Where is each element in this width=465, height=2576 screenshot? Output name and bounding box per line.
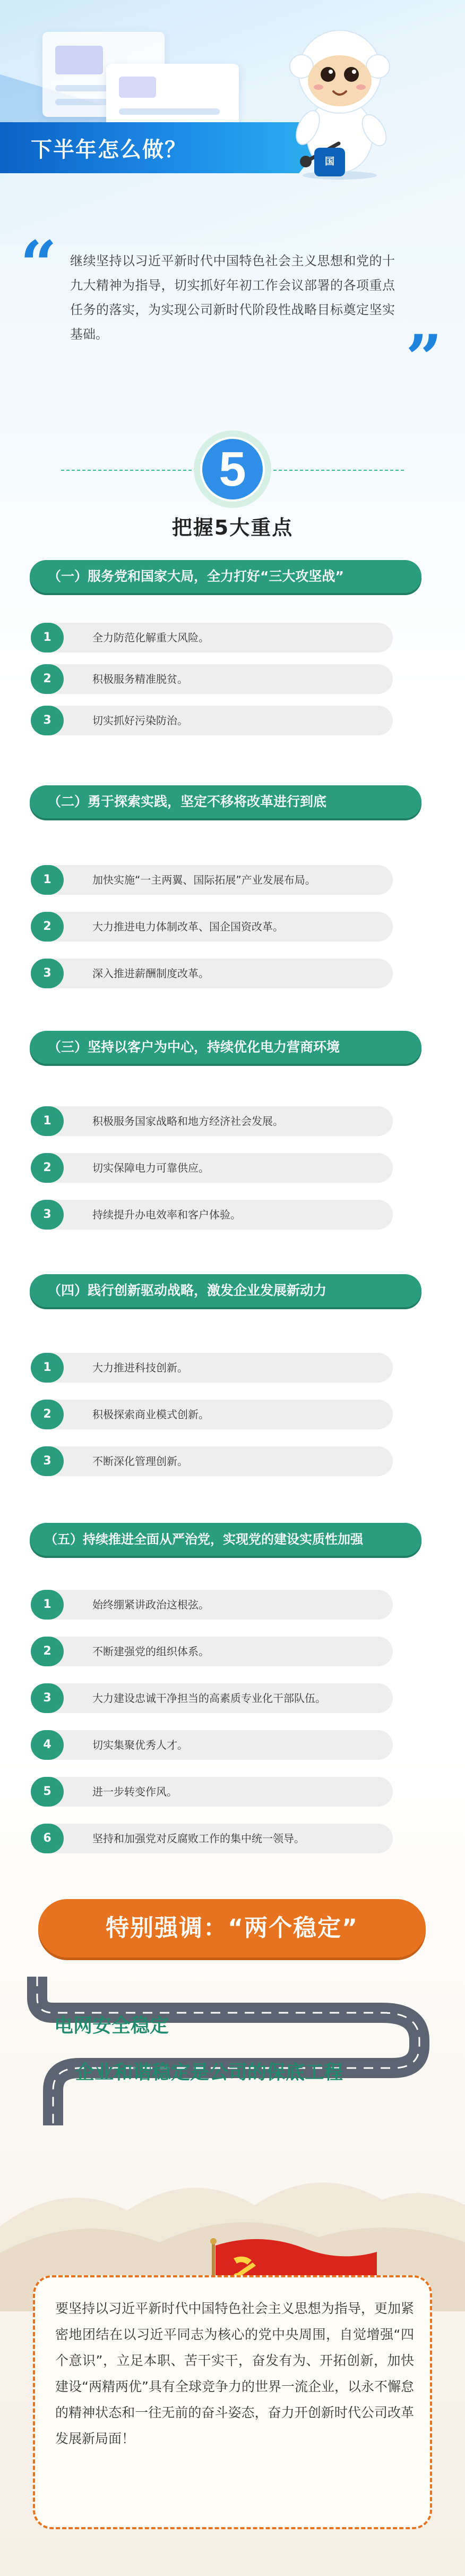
item-text: 积极服务国家战略和地方经济社会发展。 (92, 1115, 283, 1128)
mascot-microphone-badge: 国 (314, 148, 345, 176)
item-text: 加快实施“一主两翼、国际拓展”产业发展布局。 (92, 874, 316, 886)
item-text: 进一步转变作风。 (92, 1785, 177, 1798)
list-item (31, 1353, 393, 1383)
list-item (31, 664, 393, 694)
item-number: 3 (31, 1446, 64, 1476)
item-text: 持续提升办电效率和客户体验。 (92, 1208, 241, 1221)
section-title: 把握5大重点 (171, 516, 294, 539)
item-text: 积极服务精准脱贫。 (92, 673, 188, 685)
list-item (31, 959, 393, 988)
close-quote-mark: ” (406, 321, 443, 396)
item-number: 1 (31, 1106, 64, 1136)
list-item (31, 706, 393, 735)
group-header-4 (30, 1274, 421, 1307)
item-number: 3 (31, 1200, 64, 1230)
list-item (31, 1446, 393, 1476)
group-title: （三）坚持以客户为中心，持续优化电力营商环境 (48, 1039, 340, 1055)
item-number: 2 (31, 1153, 64, 1183)
item-number: 4 (31, 1730, 64, 1760)
item-number: 5 (31, 1777, 64, 1807)
item-number: 6 (31, 1824, 64, 1853)
item-number: 2 (31, 1637, 64, 1666)
closing-message: 要坚持以习近平新时代中国特色社会主义思想为指导，更加紧密地团结在以习近平同志为核心的党中央周围，自觉增强“四个意识”，立足本职、苦干实干，奋发有为、开拓创新，加快建设“两精两优”具有全球竞争力的世界一流企业，以永不懈怠的精神状态和一往无前的奋斗姿态，奋力开创新时代公司改革发展新局面！ (55, 2301, 414, 2446)
item-text: 深入推进薪酬制度改革。 (92, 967, 209, 980)
group-title: （一）服务党和国家大局，全力打好“三大攻坚战” (48, 569, 344, 584)
group-title: （四）践行创新驱动战略，激发企业发展新动力 (48, 1283, 327, 1298)
list-item (31, 623, 393, 653)
emphasis-title: 特别强调：“两个稳定” (106, 1914, 358, 1942)
intro-paragraph: 继续坚持以习近平新时代中国特色社会主义思想和党的十九大精神为指导，切实抓好年初工作会议部署的各项重点任务的落实，为实现公司新时代阶段性战略目标奠定坚实基础。 (70, 253, 395, 342)
item-number: 3 (31, 706, 64, 735)
group-title: （五）持续推进全面从严治党，实现党的建设实质性加强 (45, 1532, 363, 1547)
list-item (31, 1400, 393, 1429)
list-item (31, 1106, 393, 1136)
list-item (31, 1200, 393, 1230)
item-text: 坚持和加强党对反腐败工作的集中统一领导。 (92, 1832, 305, 1845)
group-header-1 (30, 560, 421, 593)
item-text: 积极探索商业模式创新。 (92, 1408, 209, 1421)
list-item (31, 1637, 393, 1666)
list-item (31, 865, 393, 895)
item-number: 1 (31, 865, 64, 895)
item-number: 2 (31, 912, 64, 942)
item-text: 始终绷紧讲政治这根弦。 (92, 1598, 209, 1611)
item-number: 1 (31, 1353, 64, 1383)
item-number: 1 (31, 1590, 64, 1620)
item-number: 2 (31, 664, 64, 694)
item-text: 大力推进科技创新。 (92, 1361, 188, 1374)
group-header-5 (30, 1523, 421, 1556)
item-text: 切实抓好污染防治。 (92, 714, 188, 727)
group-title: （二）勇于探索实践，坚定不移将改革进行到底 (48, 794, 327, 809)
stability-label-1: 电网安全稳定 (54, 2015, 169, 2037)
item-number: 1 (31, 623, 64, 653)
item-text: 大力推进电力体制改革、国企国资改革。 (92, 920, 283, 933)
item-text: 不断建强党的组织体系。 (92, 1645, 209, 1658)
item-text: 切实保障电力可靠供应。 (92, 1162, 209, 1174)
list-item (31, 1590, 393, 1620)
open-quote-mark: “ (20, 227, 57, 302)
list-item (31, 1777, 393, 1807)
page-title: 下半年怎么做？ (31, 138, 187, 162)
item-text: 切实集聚优秀人才。 (92, 1739, 188, 1751)
group-header-2 (30, 785, 421, 818)
list-item (31, 1824, 393, 1853)
item-number: 3 (31, 1683, 64, 1713)
list-item (31, 1683, 393, 1713)
item-number: 2 (31, 1400, 64, 1429)
list-item (31, 1730, 393, 1760)
number-badge: 5 (200, 437, 265, 502)
list-item (31, 1153, 393, 1183)
list-item (31, 912, 393, 942)
item-text: 全力防范化解重大风险。 (92, 631, 209, 644)
item-text: 大力建设忠诚干净担当的高素质专业化干部队伍。 (92, 1692, 326, 1705)
item-text: 不断深化管理创新。 (92, 1455, 188, 1468)
stability-label-2: 企业和谐稳定是公司的保底工程 (75, 2062, 343, 2083)
emphasis-banner (38, 1899, 426, 1958)
item-number: 3 (31, 959, 64, 988)
group-header-3 (30, 1031, 421, 1064)
